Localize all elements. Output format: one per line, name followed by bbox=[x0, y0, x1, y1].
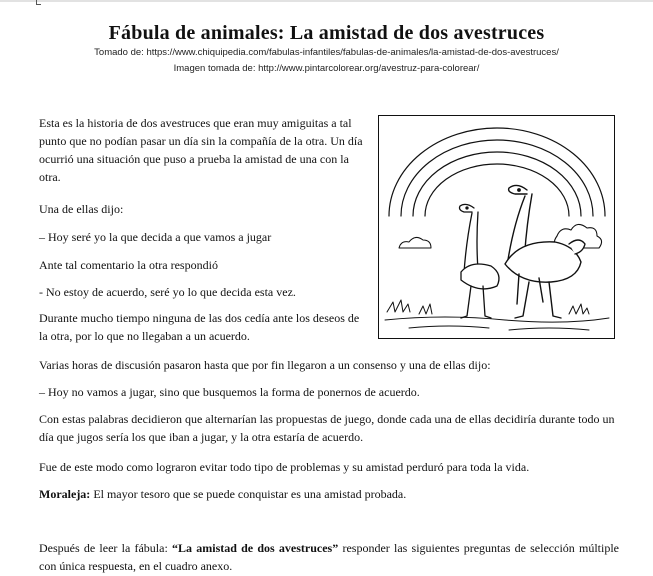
instruction-lead: Después de leer la fábula: bbox=[39, 541, 173, 555]
margin-corner-mark bbox=[36, 0, 41, 5]
paragraph-disagreement: Durante mucho tiempo ninguna de las dos cedía ante los deseos de la otra, por lo que no llegaban a un acuerdo. bbox=[39, 311, 360, 343]
ostriches-rainbow-drawing bbox=[379, 116, 614, 338]
paragraph-dialogue-intro: Una de ellas dijo: bbox=[39, 202, 124, 216]
paragraph-dialogue-2: - No estoy de acuerdo, seré yo lo que decida esta vez. bbox=[39, 285, 296, 299]
paragraph-dialogue-3: – Hoy no vamos a jugar, sino que busquemos la forma de ponernos de acuerdo. bbox=[39, 385, 420, 399]
ostrich-illustration bbox=[378, 115, 615, 339]
fable-title-quote: “La amistad de dos avestruces” bbox=[172, 541, 339, 555]
paragraph-intro: Esta es la historia de dos avestruces que eran muy amiguitas a tal punto que no podían pasar un día sin la compañía de la otra. Un día ocurrió una situación que puso a prueba la amistad de una con la otra. bbox=[39, 116, 363, 184]
instruction-paragraph bbox=[39, 539, 619, 575]
page-top-edge bbox=[0, 0, 653, 2]
paragraph-dialogue-1: – Hoy seré yo la que decida a que vamos a jugar bbox=[39, 230, 272, 244]
paragraph-response-intro: Ante tal comentario la otra respondió bbox=[39, 258, 218, 272]
image-source-text: Imagen tomada de: http://www.pintarcolorear.org/avestruz-para-colorear/ bbox=[173, 63, 480, 74]
paragraph-consensus: Varias horas de discusión pasaron hasta que por fin llegaron a un consenso y una de ellas dijo: bbox=[39, 358, 491, 372]
moraleja-label: Moraleja: bbox=[39, 487, 91, 501]
moraleja-line bbox=[39, 485, 619, 503]
paragraph-decision: Con estas palabras decidieron que alternarían las propuestas de juego, donde cada una de ellas decidiría durante todo un día que jugos sería los que iban a jugar, y la otra estaría de acuerdo. bbox=[39, 412, 615, 444]
paragraph-ending: Fue de este modo como lograron evitar todo tipo de problemas y su amistad perduró para toda la vida. bbox=[39, 460, 530, 474]
moraleja-text: El mayor tesoro que se puede conquistar es una amistad probada. bbox=[90, 487, 407, 501]
document-title: Fábula de animales: La amistad de dos avestruces bbox=[108, 22, 545, 44]
source-link-text: Tomado de: https://www.chiquipedia.com/fabulas-infantiles/fabulas-de-animales/la-amistad-de-dos-avestruces/ bbox=[94, 47, 559, 58]
instruction-rest: responder las siguientes preguntas de selección múltiple con única respuesta, en el cuadro anexo. bbox=[39, 541, 619, 573]
